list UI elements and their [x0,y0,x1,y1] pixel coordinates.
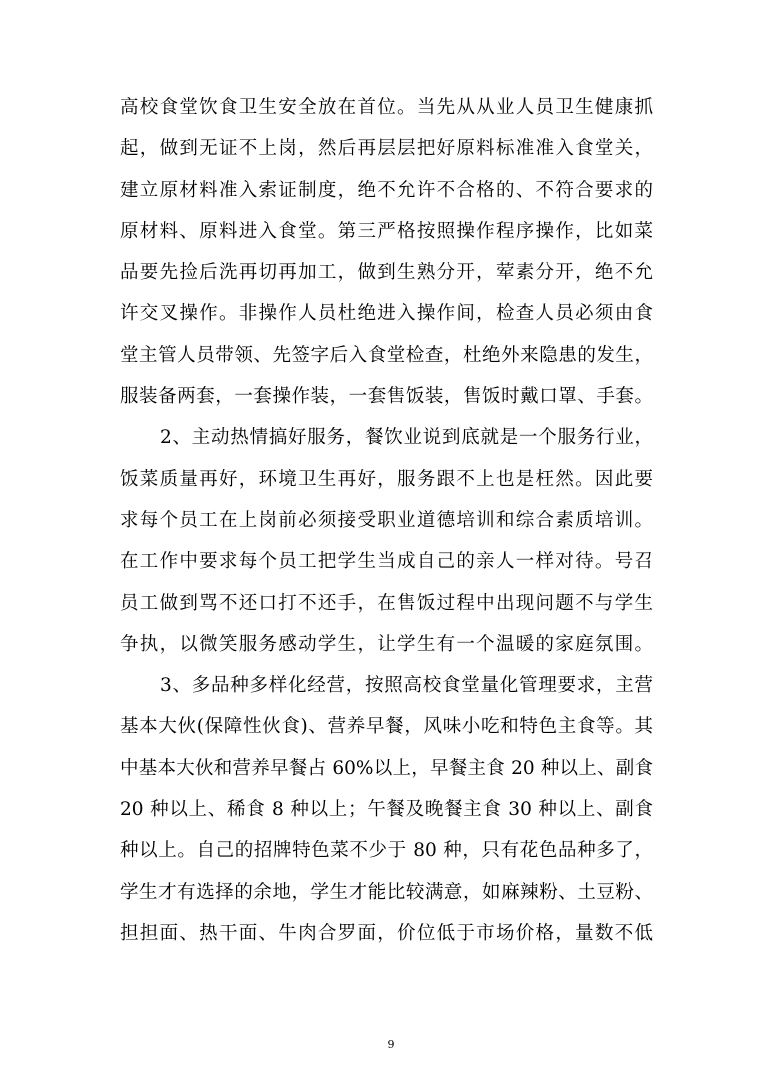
text-line: 中基本大伙和营养早餐占 60%以上，早餐主食 20 种以上、副食 [120,757,653,779]
text-line: 服装备两套，一套操作装，一套售饭装，售饭时戴口罩、手套。 [120,386,653,408]
text-body [120,87,653,954]
text-line: 高校食堂饮食卫生安全放在首位。当先从从业人员卫生健康抓 [120,97,653,118]
text-line: 学生才有选择的余地，学生才能比较满意，如麻辣粉、土豆粉、 [120,881,653,903]
paragraph [120,87,653,417]
text-line: 员工做到骂不还口打不还手，在售饭过程中出现问题不与学生 [120,592,653,614]
page-number: 9 [387,1038,395,1051]
text-line: 许交叉操作。非操作人员杜绝进入操作间，检查人员必须由食 [120,303,653,325]
text-line: 担担面、热干面、牛肉合罗面，价位低于市场价格，量数不低 [120,922,653,944]
text-line: 种以上。自己的招牌特色菜不少于 80 种，只有花色品种多了， [120,840,653,862]
paragraph [120,417,653,665]
text-line: 品要先捡后洗再切再加工，做到生熟分开，荤素分开，绝不允 [120,262,653,284]
text-line: 堂主管人员带领、先签字后入食堂检查，杜绝外来隐患的发生， [120,344,653,366]
text-line: 20 种以上、稀食 8 种以上；午餐及晚餐主食 30 种以上、副食 [120,799,653,821]
text-line: 3、多品种多样化经营，按照高校食堂量化管理要求，主营 [160,675,653,697]
text-line: 饭菜质量再好，环境卫生再好，服务跟不上也是枉然。因此要 [120,468,653,490]
paragraph [120,665,653,954]
text-line: 起，做到无证不上岗，然后再层层把好原料标准准入食堂关， [120,138,653,160]
text-line: 在工作中要求每个员工把学生当成自己的亲人一样对待。号召 [120,551,653,573]
text-line: 基本大伙(保障性伙食)、营养早餐，风味小吃和特色主食等。其 [120,716,653,738]
text-line: 求每个员工在上岗前必须接受职业道德培训和综合素质培训。 [120,509,653,531]
text-line: 2、主动热情搞好服务，餐饮业说到底就是一个服务行业， [160,427,653,449]
text-line: 争执，以微笑服务感动学生，让学生有一个温暖的家庭氛围。 [120,633,653,655]
text-line: 建立原材料准入索证制度，绝不允许不合格的、不符合要求的 [120,179,653,201]
text-line: 原材料、原料进入食堂。第三严格按照操作程序操作，比如菜 [120,220,653,242]
